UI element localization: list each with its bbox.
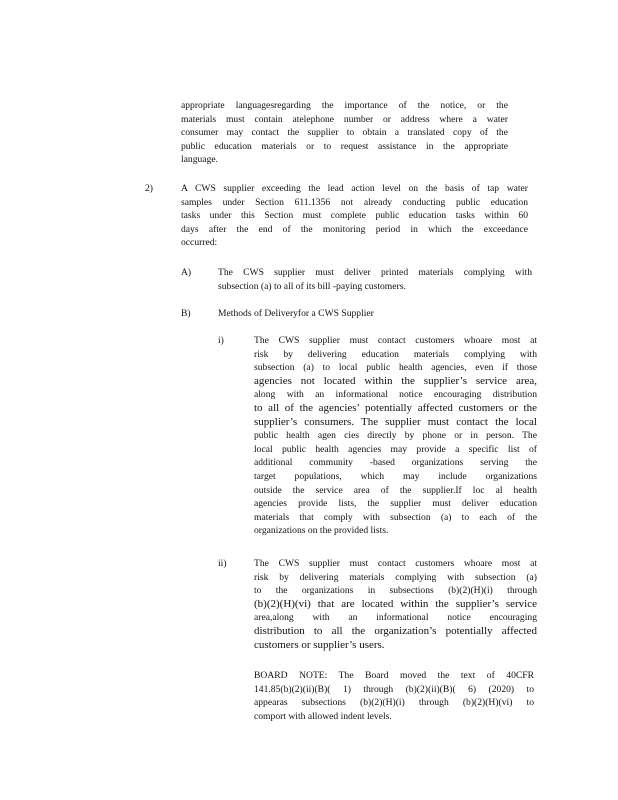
text-line: along with an informational notice encouraging distribution bbox=[254, 389, 537, 401]
text-line: appropriate languagesregarding the importance of the notice, or the bbox=[181, 100, 508, 111]
item-2-paragraph bbox=[181, 182, 528, 250]
text-line: The CWS supplier must contact customers whoare most at bbox=[254, 558, 537, 569]
text-line: customers or supplier’s users. bbox=[254, 638, 385, 651]
text-line: outside the service area of the supplier.If loc al health bbox=[254, 484, 537, 496]
text-line: materials that comply with subsection (a) to each of the bbox=[254, 511, 537, 523]
text-line: A CWS supplier exceeding the lead action level on the basis of tap water bbox=[181, 183, 528, 194]
text-line: samples under Section 611.1356 not already conducting public education bbox=[181, 196, 528, 208]
text-line: distribution to all the organization’s potentially affected bbox=[254, 624, 537, 637]
item-a-paragraph bbox=[218, 266, 532, 293]
item-i-marker: i) bbox=[218, 335, 224, 346]
text-line: public education materials or to request assistance in the appropriate bbox=[181, 140, 508, 152]
board-note bbox=[254, 669, 534, 723]
item-ii-paragraph bbox=[254, 557, 537, 652]
text-line: organizations on the provided lists. bbox=[254, 525, 389, 537]
text-line: subsection (a) to local public health agencies, even if those bbox=[254, 362, 537, 374]
item-a-marker: A) bbox=[181, 267, 192, 278]
item-2-marker: 2) bbox=[145, 183, 153, 194]
text-line: additional community -based organizations serving the bbox=[254, 457, 537, 469]
text-line: occurred: bbox=[181, 237, 218, 249]
text-line: supplier’s consumers. The supplier must contact the local bbox=[254, 415, 537, 428]
text-line: subsection (a) to all of its bill -paying customers. bbox=[218, 280, 406, 292]
text-line: BOARD NOTE: The Board moved the text of 40CFR bbox=[254, 670, 534, 681]
item-b-marker: B) bbox=[181, 308, 191, 319]
text-line: target populations, which may include organizations bbox=[254, 470, 537, 482]
text-line: risk by delivering materials complying with subsection (a) bbox=[254, 571, 537, 583]
text-line: consumer may contact the supplier to obtain a translated copy of the bbox=[181, 127, 508, 139]
text-line: The CWS supplier must deliver printed materials complying with bbox=[218, 267, 532, 278]
text-line: days after the end of the monitoring period in which the exceedance bbox=[181, 223, 528, 235]
text-line: agencies not located within the supplier’s service area, bbox=[254, 374, 537, 387]
text-line: tasks under this Section must complete public education tasks within 60 bbox=[181, 210, 528, 222]
text-line: to the organizations in subsections (b)(2)(H)(i) through bbox=[254, 585, 537, 597]
text-line: 141.85(b)(2)(ii)(B)( 1) through (b)(2)(ii)(B)( 6) (2020) to bbox=[254, 683, 534, 695]
intro-paragraph bbox=[181, 99, 508, 167]
text-line: public health agen cies directly by phone or in person. The bbox=[254, 430, 537, 442]
text-line: materials must contain atelephone number or address where a water bbox=[181, 113, 508, 125]
text-line: to all of the agencies’ potentially affected customers or the bbox=[254, 401, 537, 414]
item-b-heading-text: Methods of Deliveryfor a CWS Supplier bbox=[218, 308, 374, 319]
text-line: local public health agencies may provide a specific list of bbox=[254, 443, 537, 455]
text-line: comport with allowed indent levels. bbox=[254, 710, 392, 722]
item-b-heading bbox=[218, 307, 418, 321]
text-line: The CWS supplier must contact customers whoare most at bbox=[254, 335, 537, 346]
text-line: risk by delivering education materials complying with bbox=[254, 348, 537, 360]
text-line: appearas subsections (b)(2)(H)(i) through (b)(2)(H)(vi) to bbox=[254, 697, 534, 709]
text-line: agencies provide lists, the supplier must deliver education bbox=[254, 498, 537, 510]
item-i-paragraph bbox=[254, 334, 537, 538]
text-line: area,along with an informational notice encouraging bbox=[254, 612, 537, 624]
item-ii-marker: ii) bbox=[218, 558, 227, 569]
text-line: (b)(2)(H)(vi) that are located within the supplier’s service bbox=[254, 597, 537, 610]
text-line: language. bbox=[181, 154, 219, 166]
